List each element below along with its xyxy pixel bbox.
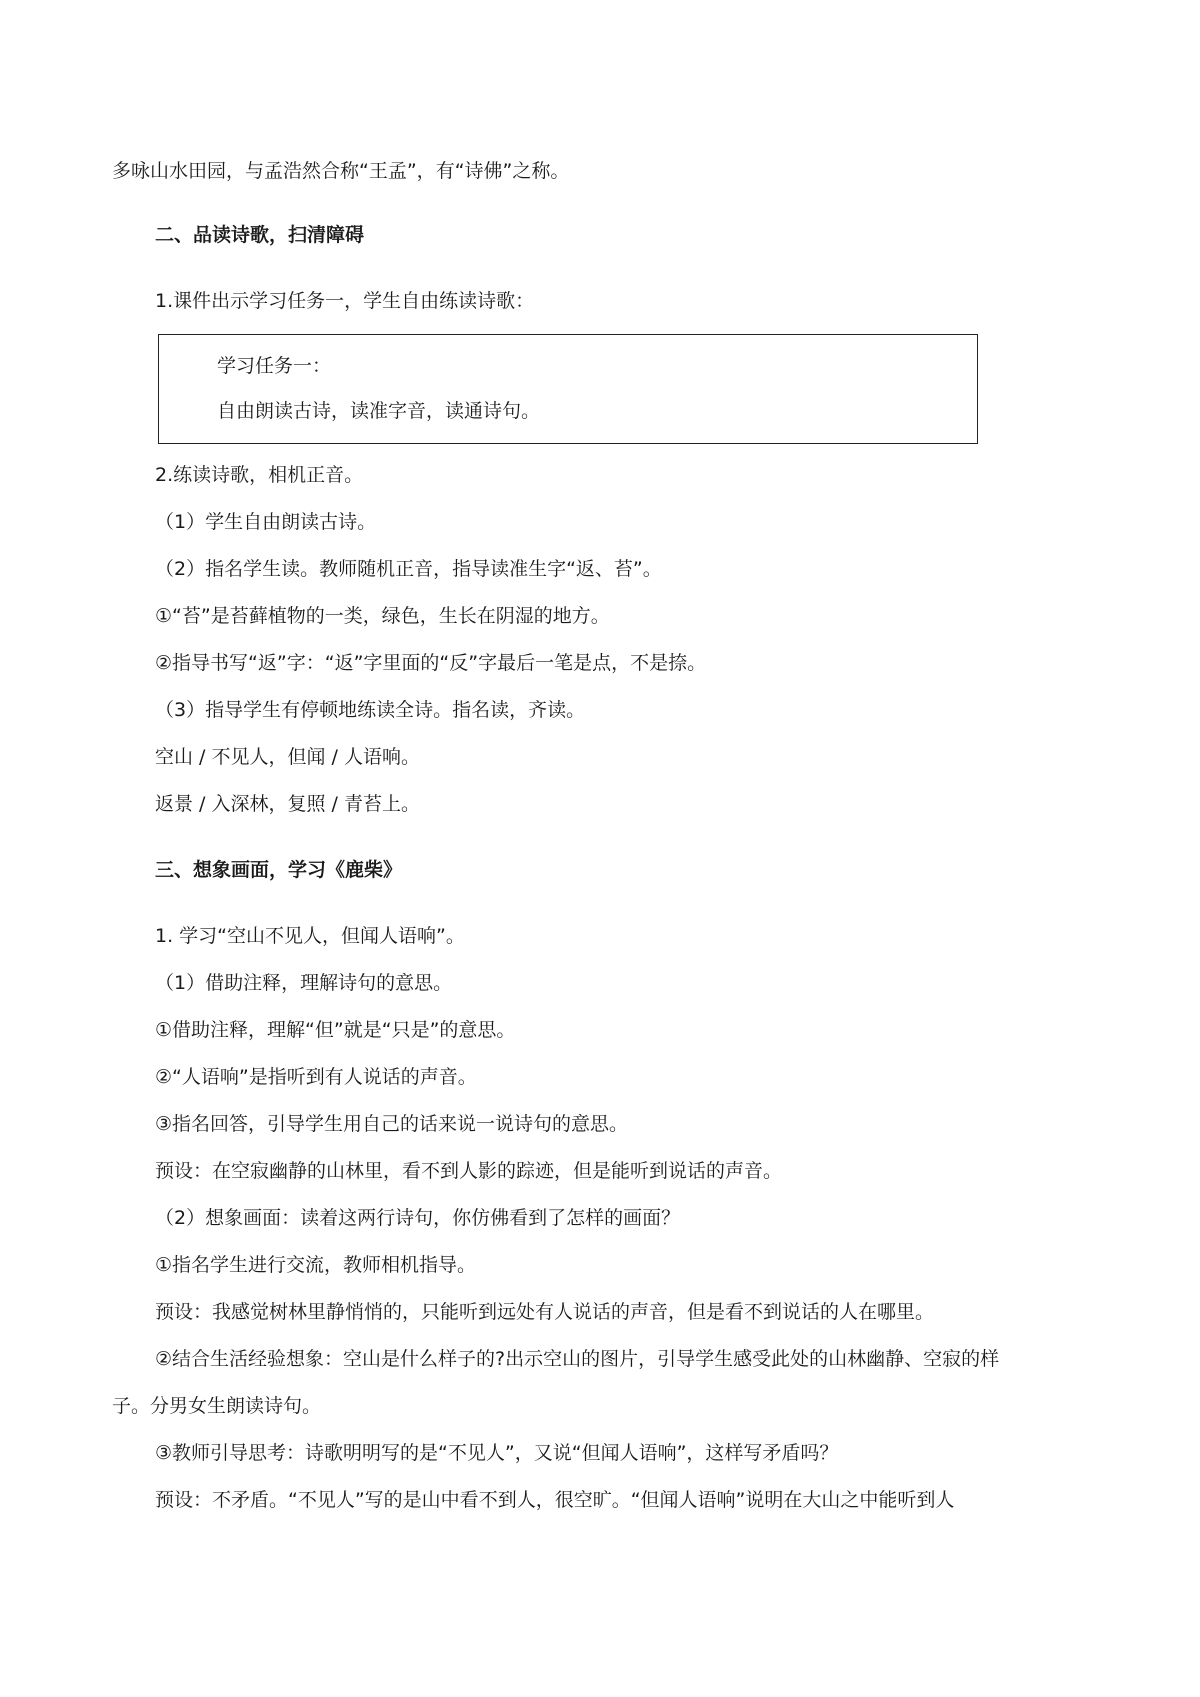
section-heading: 二、品读诗歌，扫清障碍: [155, 224, 365, 246]
paragraph-line: （2）指名学生读。教师随机正音，指导读准生字“返、苔”。: [155, 558, 662, 580]
paragraph-line: （1）借助注释，理解诗句的意思。: [155, 972, 453, 994]
paragraph-line: 预设：在空寂幽静的山林里，看不到人影的踪迹，但是能听到说话的声音。: [155, 1160, 783, 1182]
learning-task-box: [158, 334, 978, 444]
poem-line: 空山 / 不见人，但闻 / 人语响。: [155, 746, 420, 768]
paragraph-line: （3）指导学生有停顿地练读全诗。指名读，齐读。: [155, 699, 586, 721]
paragraph-line: 2.练读诗歌，相机正音。: [155, 464, 364, 486]
paragraph-line: ②结合生活经验想象：空山是什么样子的?出示空山的图片，引导学生感受此处的山林幽静、空寂的样: [155, 1348, 1000, 1370]
paragraph-line: ③指名回答，引导学生用自己的话来说一说诗句的意思。: [155, 1113, 629, 1135]
section-heading: 三、想象画面，学习《鹿柴》: [155, 859, 403, 881]
paragraph-line: （2）想象画面：读着这两行诗句，你仿佛看到了怎样的画面？: [155, 1207, 681, 1229]
paragraph-line: 1. 学习“空山不见人，但闻人语响”。: [155, 925, 465, 947]
paragraph-line: ①“苔”是苔藓植物的一类，绿色，生长在阴湿的地方。: [155, 605, 610, 627]
paragraph-line: 预设：我感觉树林里静悄悄的，只能听到远处有人说话的声音，但是看不到说话的人在哪里。: [155, 1301, 935, 1323]
task-box-content: 自由朗读古诗，读准字音，读通诗句。: [217, 400, 541, 422]
poem-line: 返景 / 入深林，复照 / 青苔上。: [155, 793, 420, 815]
paragraph-line: （1）学生自由朗读古诗。: [155, 511, 377, 533]
task-box-title: 学习任务一：: [217, 355, 332, 377]
paragraph-line: ②“人语响”是指听到有人说话的声音。: [155, 1066, 477, 1088]
paragraph-line: 多咏山水田园，与孟浩然合称“王孟”，有“诗佛”之称。: [112, 160, 570, 182]
paragraph-line: 1.课件出示学习任务一，学生自由练读诗歌：: [155, 290, 535, 312]
paragraph-line: 预设：不矛盾。“不见人”写的是山中看不到人，很空旷。“但闻人语响”说明在大山之中能听到人: [155, 1489, 955, 1511]
paragraph-line: ②指导书写“返”字：“返”字里面的“反”字最后一笔是点，不是捺。: [155, 652, 707, 674]
paragraph-line: ①借助注释，理解“但”就是“只是”的意思。: [155, 1019, 516, 1041]
paragraph-line: ③教师引导思考：诗歌明明写的是“不见人”，又说“但闻人语响”，这样写矛盾吗？: [155, 1442, 839, 1464]
paragraph-line: ①指名学生进行交流，教师相机指导。: [155, 1254, 477, 1276]
paragraph-line: 子。分男女生朗读诗句。: [112, 1395, 322, 1417]
